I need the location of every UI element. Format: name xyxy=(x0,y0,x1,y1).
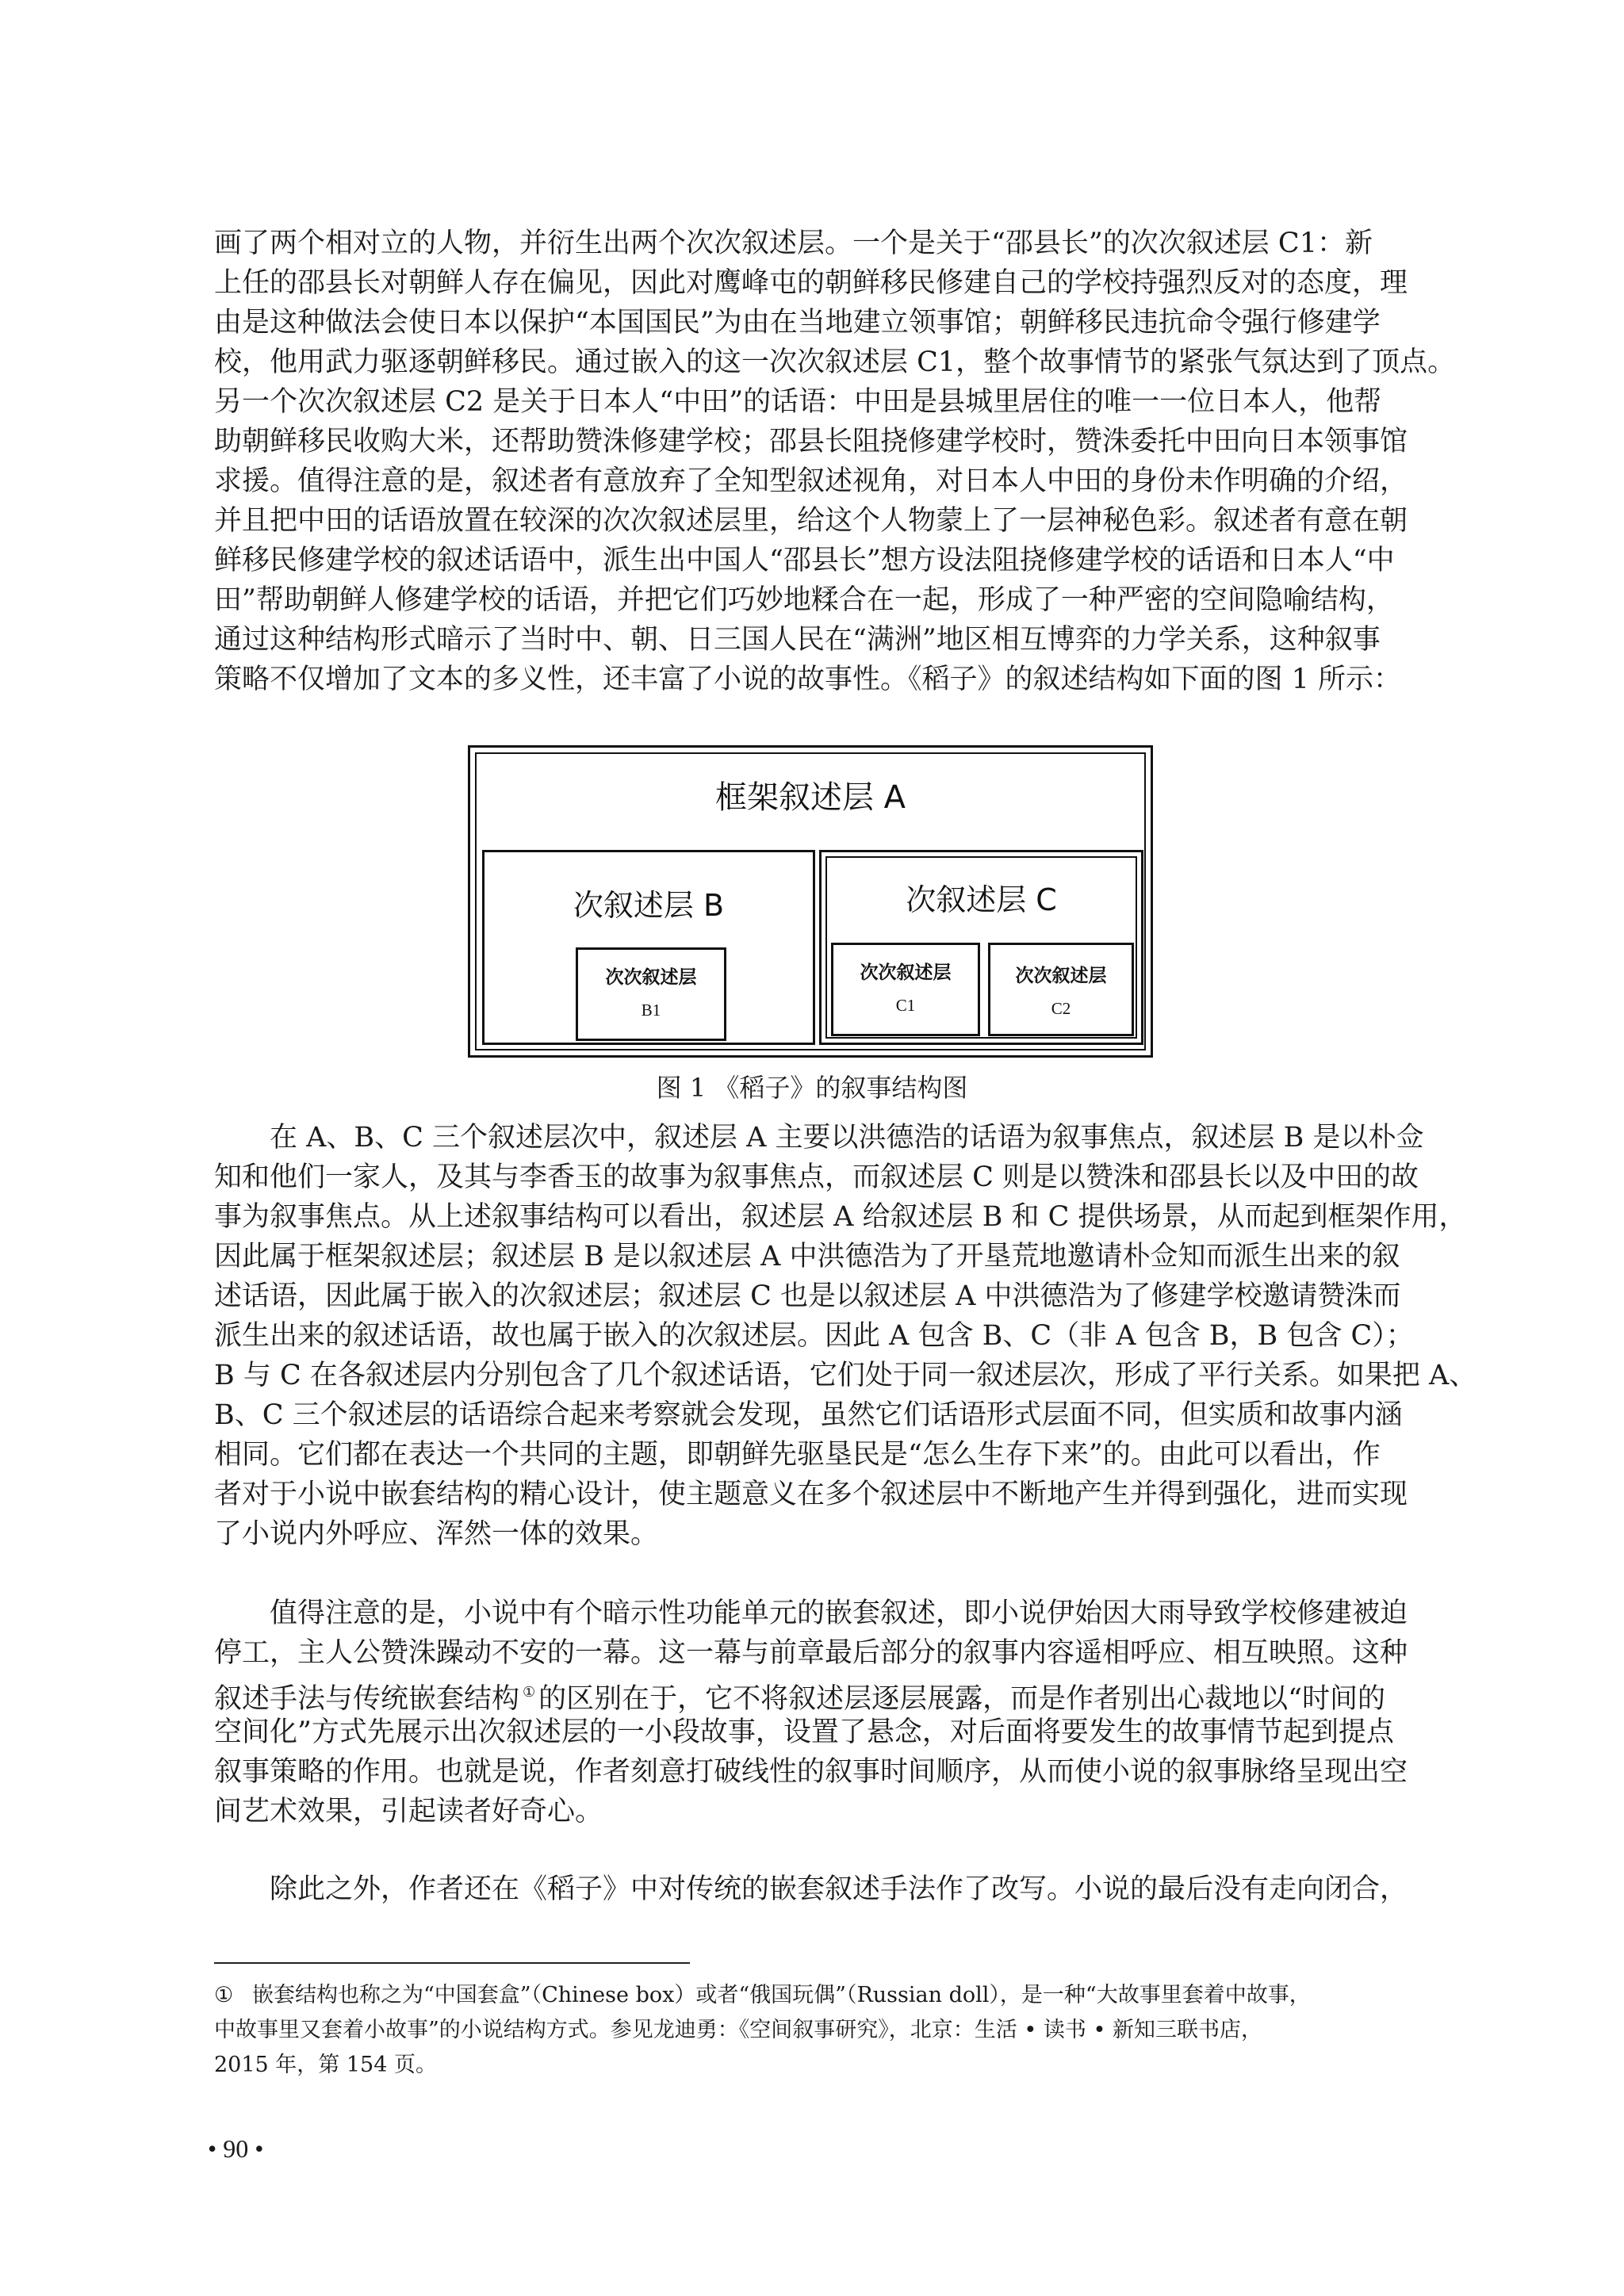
text-line: 派生出来的叙述话语，故也属于嵌入的次叙述层。因此 A 包含 B、C（非 A 包含 B，B 包含 C）； xyxy=(214,1320,1414,1352)
text-line: 在 A、B、C 三个叙述层次中，叙述层 A 主要以洪德浩的话语为叙事焦点，叙述层 B 是以朴佥 xyxy=(270,1122,1424,1154)
text-line: 值得注意的是，小说中有个暗示性功能单元的嵌套叙述，即小说伊始因大雨导致学校修建被迫 xyxy=(270,1598,1408,1629)
text-line: 间艺术效果，引起读者好奇心。 xyxy=(214,1796,603,1827)
layer-c-box xyxy=(819,850,1143,1045)
text-line: 校，他用武力驱逐朝鲜移民。通过嵌入的这一次次叙述层 C1，整个故事情节的紧张气氛达到了顶点。 xyxy=(214,346,1456,378)
footnote-divider xyxy=(214,1962,690,1964)
footnote-marker: ① xyxy=(214,1983,234,2007)
figure-caption: 图 1 《稻子》的叙事结构图 xyxy=(656,1073,968,1103)
text-line: 画了两个相对立的人物，并衍生出两个次次叙述层。一个是关于“邵县长”的次次叙述层 C1：新 xyxy=(214,228,1373,259)
text-line: 事为叙事焦点。从上述叙事结构可以看出，叙述层 A 给叙述层 B 和 C 提供场景，从而起到框架作用， xyxy=(214,1201,1467,1233)
text-line: 相同。它们都在表达一个共同的主题，即朝鲜先驱垦民是“怎么生存下来”的。由此可以看出，作 xyxy=(214,1439,1381,1471)
text-line: B、C 三个叙述层的话语综合起来考察就会发现，虽然它们话语形式层面不同，但实质和故事内涵 xyxy=(214,1399,1403,1431)
text-line: 了小说内外呼应、浑然一体的效果。 xyxy=(214,1518,659,1550)
footnote-line xyxy=(214,1978,1427,2013)
text-line: 空间化”方式先展示出次叙述层的一小段故事，设置了悬念，对后面将要发生的故事情节起到提点 xyxy=(214,1716,1394,1748)
layer-b1-box xyxy=(576,947,726,1041)
text-line: 田”帮助朝鲜人修建学校的话语，并把它们巧妙地糅合在一起，形成了一种严密的空间隐喻结构， xyxy=(214,584,1394,616)
page-number: • 90 • xyxy=(208,2134,264,2163)
text-line: 求援。值得注意的是，叙述者有意放弃了全知型叙述视角，对日本人中田的身份未作明确的介绍， xyxy=(214,465,1408,497)
text-segment: 的区别在于，它不将叙述层逐层展露，而是作者别出心裁地以“时间的 xyxy=(538,1683,1386,1715)
text-line: 由是这种做法会使日本以保护“本国国民”为由在当地建立领事馆；朝鲜移民违抗命令强行修建学 xyxy=(214,307,1381,339)
layer-b1-code: B1 xyxy=(641,1001,661,1020)
footnote xyxy=(214,1978,1427,2083)
text-line: 助朝鲜移民收购大米，还帮助赞洙修建学校；邵县长阻挠修建学校时，赞洙委托中田向日本领事馆 xyxy=(214,426,1408,457)
paragraph-3 xyxy=(214,1594,1427,1831)
text-line: 因此属于框架叙述层；叙述层 B 是以叙述层 A 中洪德浩为了开垦荒地邀请朴佥知而派生出来的叙 xyxy=(214,1241,1400,1272)
text-line: 停工，主人公赞洙躁动不安的一幕。这一幕与前章最后部分的叙事内容遥相呼应、相互映照。这种 xyxy=(214,1637,1408,1669)
paragraph-continued xyxy=(214,224,1456,699)
layer-c1-code: C1 xyxy=(895,996,916,1015)
narrative-structure-figure xyxy=(468,745,1153,1058)
text-line: 鲜移民修建学校的叙述话语中，派生出中国人“邵县长”想方设法阻挠修建学校的话语和日本人“中 xyxy=(214,545,1395,576)
layer-c2-box xyxy=(988,943,1134,1036)
layer-b-label: 次叙述层 B xyxy=(573,888,725,923)
text-line: B 与 C 在各叙述层内分别包含了几个叙述话语，它们处于同一叙述层次，形成了平行关系。如果把 A、 xyxy=(214,1360,1477,1391)
text-line: 通过这种结构形式暗示了当时中、朝、日三国人民在“满洲”地区相互博弈的力学关系，这种叙事 xyxy=(214,624,1381,656)
text-line: 并且把中田的话语放置在较深的次次叙述层里，给这个人物蒙上了一层神秘色彩。叙述者有意在朝 xyxy=(214,505,1408,537)
text-line: 上任的邵县长对朝鲜人存在偏见，因此对鹰峰屯的朝鲜移民修建自己的学校持强烈反对的态度，理 xyxy=(214,267,1408,299)
text-line: 者对于小说中嵌套结构的精心设计，使主题意义在多个叙述层中不断地产生并得到强化，进而实现 xyxy=(214,1479,1408,1510)
text-line: 另一个次次叙述层 C2 是关于日本人“中田”的话语：中田是县城里居住的唯一一位日本人，他帮 xyxy=(214,386,1382,418)
text-line: 知和他们一家人，及其与李香玉的故事为叙事焦点，而叙述层 C 则是以赞洙和邵县长以及中田的故 xyxy=(214,1161,1419,1193)
layer-c2-code: C2 xyxy=(1051,999,1071,1018)
footnote-line: 中故事里又套着小故事”的小说结构方式。参见龙迪勇：《空间叙事研究》，北京：生活 • 读书 • 新知三联书店， xyxy=(214,2018,1262,2042)
layer-a-label: 框架叙述层 A xyxy=(714,779,906,816)
layer-b-box xyxy=(482,850,815,1045)
text-segment: 叙述手法与传统嵌套结构 xyxy=(214,1683,520,1715)
layer-b1-title: 次次叙述层 xyxy=(605,967,697,988)
footnote-text: 嵌套结构也称之为“中国套盒”（Chinese box）或者“俄国玩偶”（Russian doll），是一种“大故事里套着中故事， xyxy=(252,1983,1311,2007)
text-line: 叙事策略的作用。也就是说，作者刻意打破线性的叙事时间顺序，从而使小说的叙事脉络呈现出空 xyxy=(214,1756,1408,1788)
layer-c-label: 次叙述层 C xyxy=(906,882,1057,917)
layer-c2-title: 次次叙述层 xyxy=(1015,966,1107,986)
text-line: 除此之外，作者还在《稻子》中对传统的嵌套叙述手法作了改写。小说的最后没有走向闭合， xyxy=(270,1873,1408,1905)
text-line: 策略不仅增加了文本的多义性，还丰富了小说的故事性。《稻子》的叙述结构如下面的图 1 所示： xyxy=(214,664,1402,695)
footnote-reference[interactable]: ① xyxy=(523,1684,536,1701)
text-line: 述话语，因此属于嵌入的次叙述层；叙述层 C 也是以叙述层 A 中洪德浩为了修建学校邀请赞洙而 xyxy=(214,1280,1401,1312)
footnote-line: 2015 年，第 154 页。 xyxy=(214,2053,437,2077)
layer-c1-box xyxy=(831,943,980,1036)
paragraph-2 xyxy=(214,1118,1477,1554)
paragraph-4 xyxy=(214,1869,1427,1909)
layer-c1-title: 次次叙述层 xyxy=(860,962,952,983)
text-line xyxy=(214,1673,1427,1715)
